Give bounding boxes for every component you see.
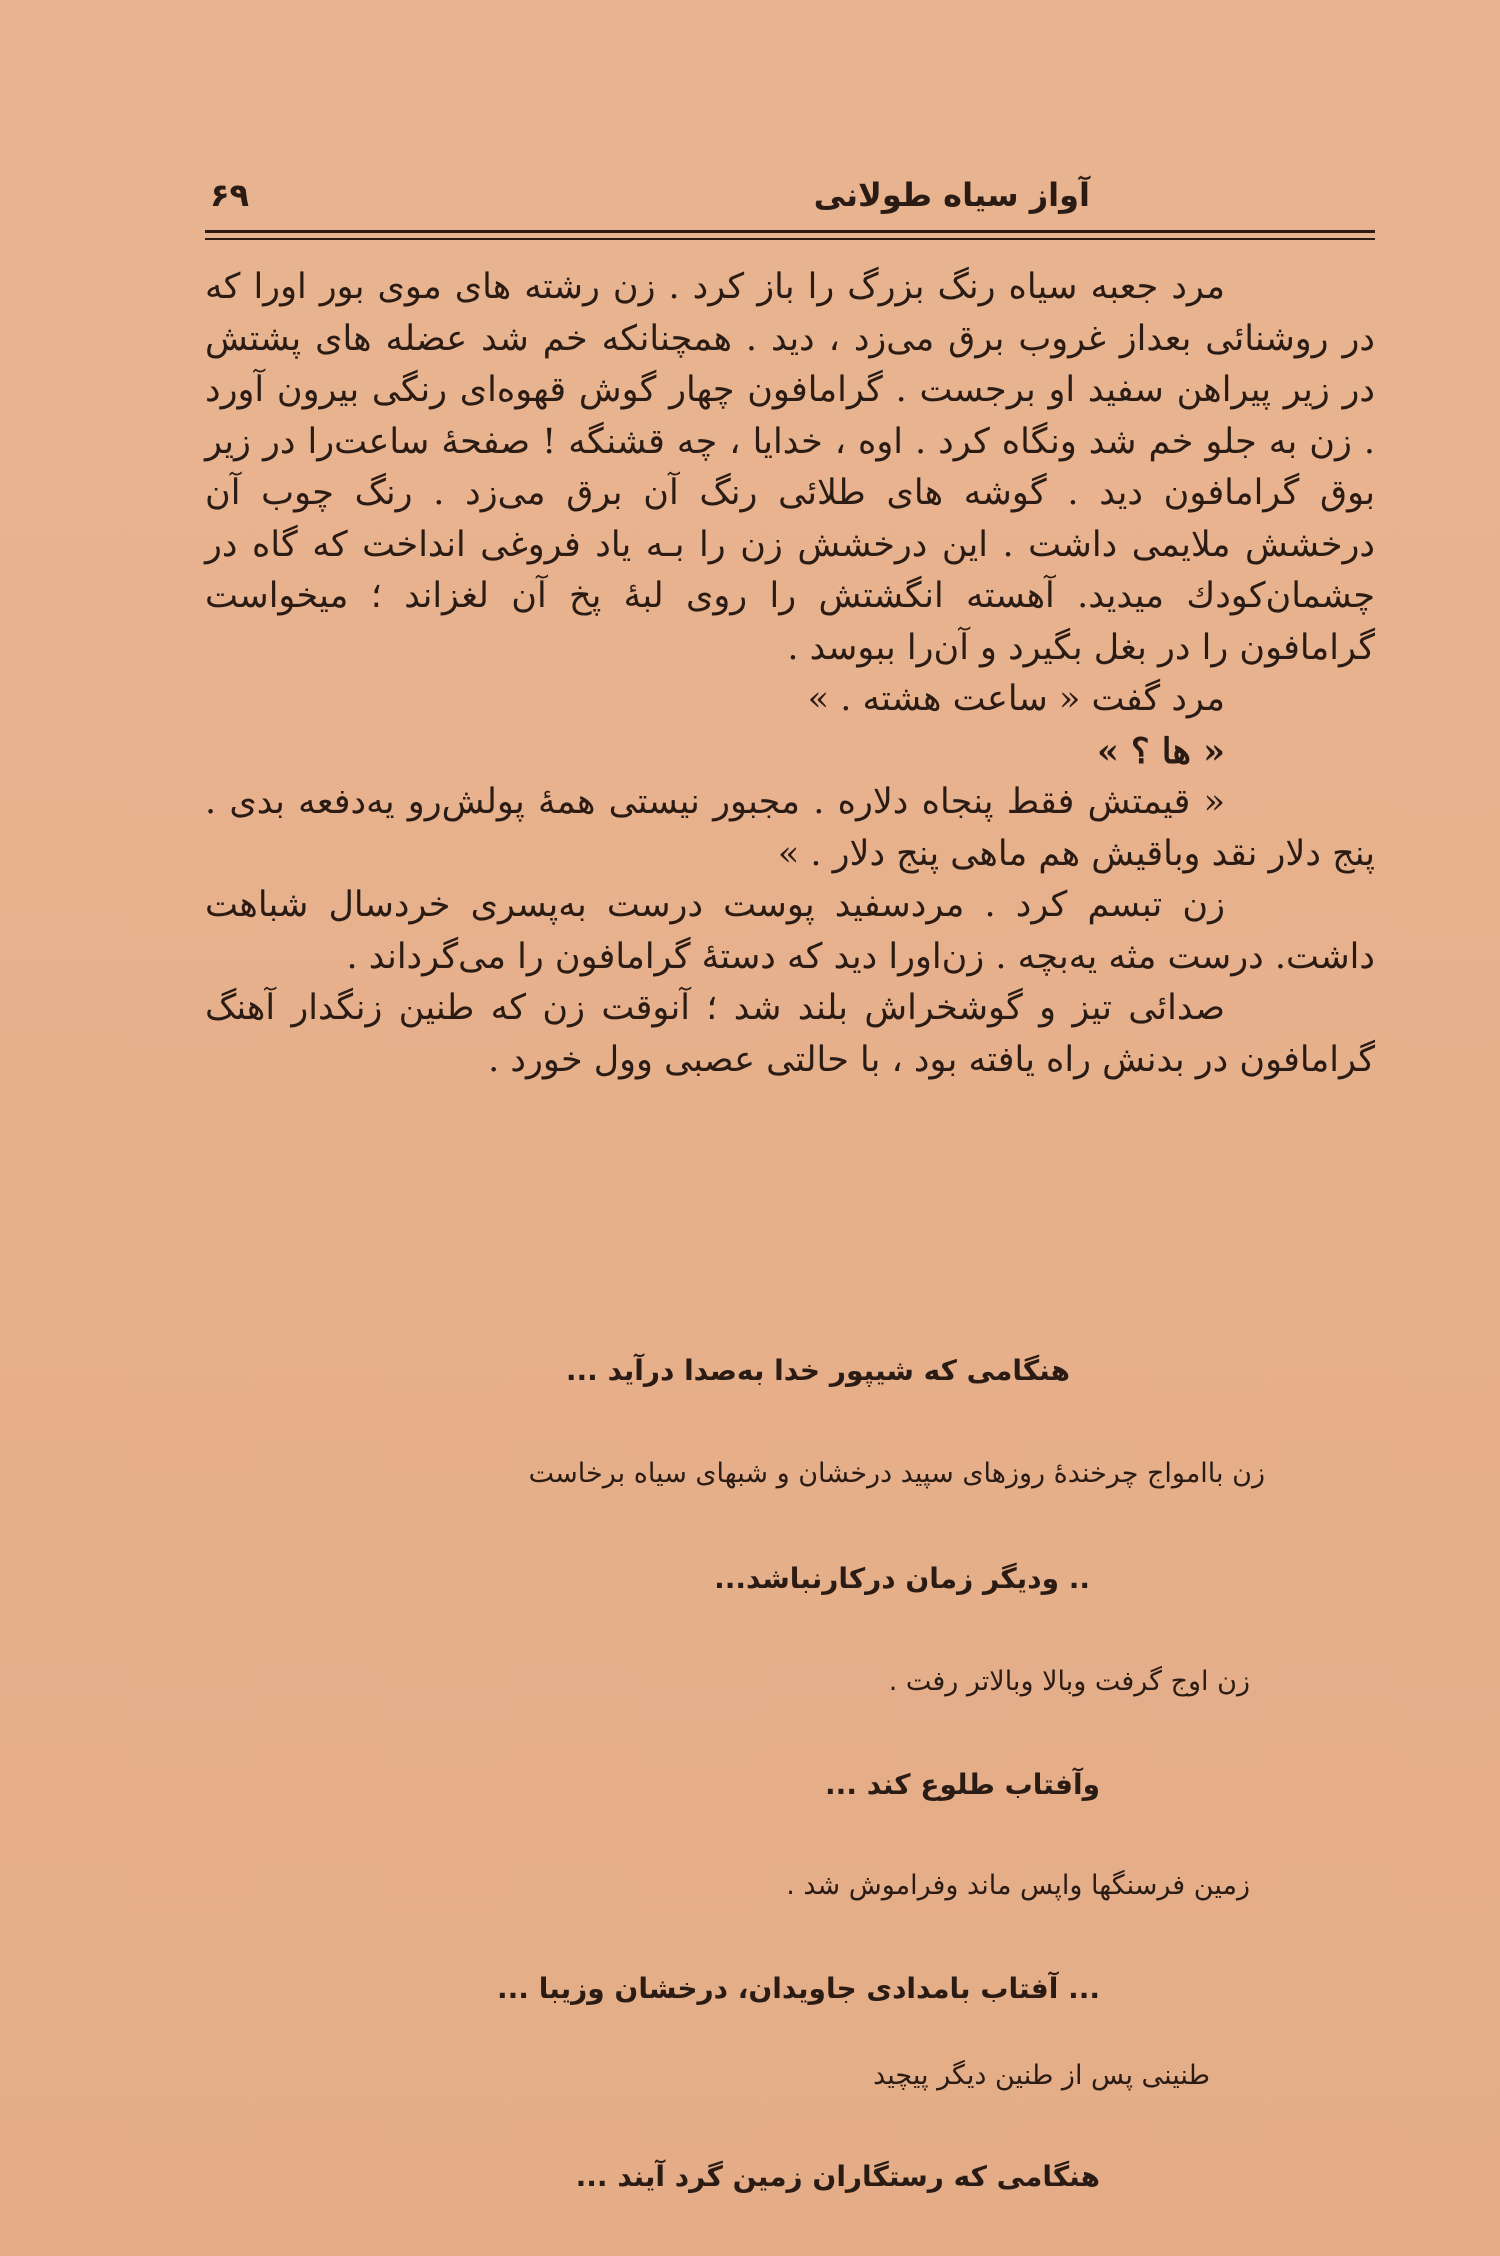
paragraph-3: زن تبسم کرد . مردسفید پوست درست به‌پسری خردسال شباهت داشت. درست مثه یه‌بچه . زن‌اورا دید که دستهٔ گرامافون را می‌گرداند . (205, 885, 1375, 977)
poem-refrain-line: وآفتاب طلوع کند ... (825, 1768, 1100, 1801)
page-number: ۶۹ (210, 176, 250, 214)
running-title: آواز سیاه طولانی (813, 176, 1090, 214)
paragraph-4: صدائی تیز و گوشخراش بلند شد ؛ آنوقت زن که طنین زنگدار آهنگ گرامافون در بدنش راه یافته بود ، با حالتی عصبی وول خورد . (205, 988, 1375, 1080)
paragraph-1: مرد جعبه سیاه رنگ بزرگ را باز کرد . زن رشته های موی بور اورا که در روشنائی بعداز غروب برق می‌زد ، دید . همچنانکه خم شد عضله های پشتش در زیر پیراهن سفید او برجست . گرامافون چهار گوش قهوه‌ای رنگی بیرون آورد . زن به جلو خم شد ونگاه کرد . اوه ، خدایا ، چه قشنگه ! صفحهٔ ساعت‌را در زیر بوق گرامافون دید . گوشه های طلائی رنگ آن برق می‌زد . رنگ چوب آن درخشش ملایمی داشت . این درخشش زن را بـه یاد فروغی انداخت که گاه در چشمان‌کودك میدید. آهسته انگشتش را روی لبهٔ پخ آن لغزاند ؛ میخواست گرامافون را در بغل بگیرد و آن‌را ببوسد . (205, 267, 1375, 668)
poem-verse-line: زن باامواج چرخندهٔ روزهای سپید درخشان و شبهای سیاه برخاست (528, 1458, 1265, 1489)
dialog-line-1: مرد گفت « ساعت هشته . » (807, 679, 1225, 719)
poem-verse-line: طنینی پس از طنین دیگر پیچید (873, 2060, 1210, 2091)
poem-refrain-line: هنگامی که رستگاران زمین گرد آیند ... (575, 2160, 1100, 2193)
page-header (200, 170, 1380, 230)
poem-refrain-line: .. وديگر زمان درکارنباشد... (714, 1562, 1090, 1595)
poem-refrain-line: هنگامی که شیپور خدا به‌صدا درآید ... (565, 1354, 1070, 1387)
dialog-line-2: « ها ؟ » (1096, 730, 1225, 772)
poem-refrain-line: ... آفتاب بامدادی جاویدان، درخشان وزیبا ... (497, 1972, 1100, 2005)
poem-verse-line: زن اوج گرفت وبالا وبالاتر رفت . (888, 1666, 1250, 1697)
header-rule-thick (205, 230, 1375, 233)
paragraph-2: « قیمتش فقط پنجاه دلاره . مجبور نیستی همهٔ پولش‌رو یه‌دفعه بدی . پنج دلار نقد وباقیش هم ماهی پنج دلار . » (205, 782, 1375, 874)
poem-verse-line: زمین فرسنگها واپس ماند وفراموش شد . (786, 1870, 1250, 1901)
header-rule-thin (205, 238, 1375, 240)
prose-body (205, 262, 1375, 1086)
